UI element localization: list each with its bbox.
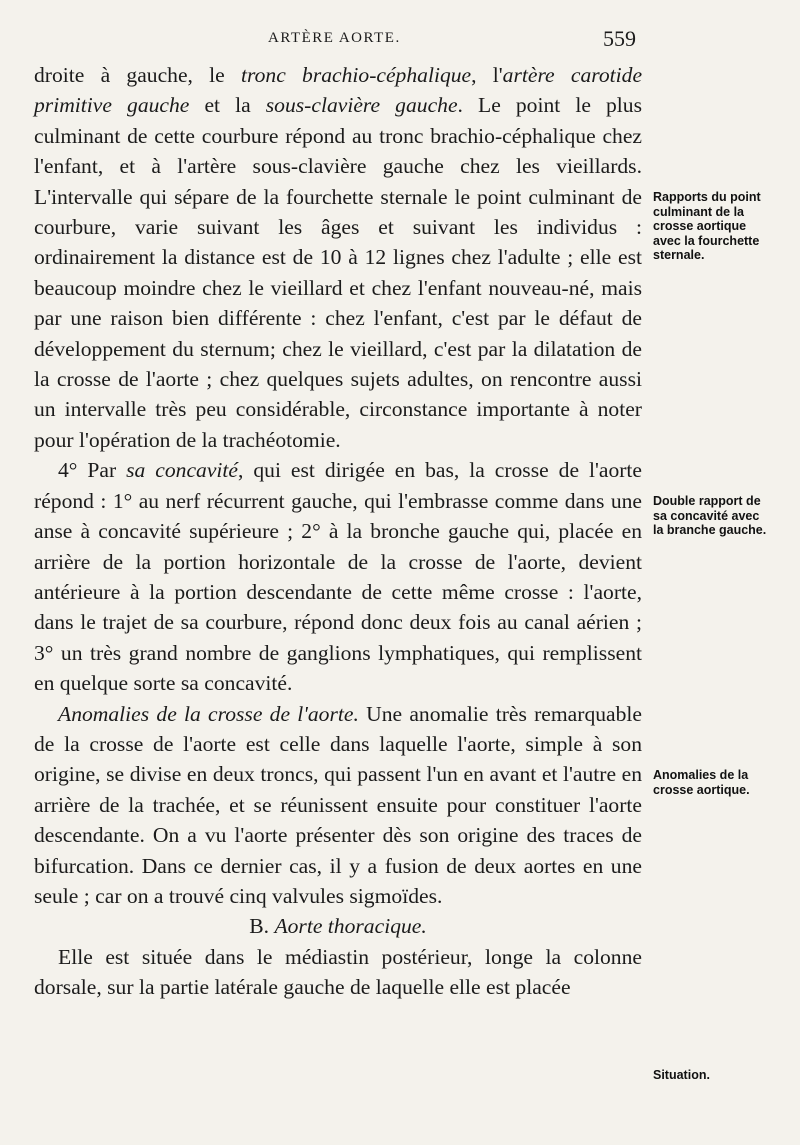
main-text (34, 60, 642, 1003)
paragraph-situation: Elle est située dans le médiastin postérieur, longe la colonne dorsale, sur la partie latérale gauche de laquelle elle est placée (34, 944, 642, 1000)
margin-note-situation: Situation. (653, 1068, 710, 1082)
section-subheading: B. Aorte thoracique. (249, 914, 427, 939)
page-header (0, 26, 800, 56)
paragraph-concavity: 4° Par sa concavité, qui est dirigée en bas, la crosse de l'aorte répond : 1° au nerf récurrent gauche, qui l'embrasse comme dans une anse à concavité supérieure ; 2° à la bronche gauche qui, placée en arrière de la portion horizontale de la crosse de l'aorte, devient antérieure à la portion descendante de cette même crosse : l'aorte, dans le trajet de sa courbure, répond donc deux fois au canal aérien ; 3° un très grand nombre de ganglions lymphatiques, qui remplissent en quelque sorte sa concavité. (34, 458, 643, 696)
paragraph-anomalies: Anomalies de la crosse de l'aorte. Une anomalie très remarquable de la crosse de l'aorte est celle dans laquelle l'aorte, simple à son origine, se divise en deux troncs, qui passent l'un en avant et l'autre en arrière de la trachée, et se réunissent ensuite pour constituer l'aorte descendante. On a vu l'aorte présenter dès son origine des traces de bifurcation. Dans ce dernier cas, il y a fusion de deux aortes en une seule ; car on a trouvé cinq valvules sigmoïdes. (34, 701, 643, 908)
paragraph-continuation: droite à gauche, le tronc brachio-céphalique, l'artère carotide primitive gauche et la sous-clavière gauche. Le point le plus culminant de cette courbure répond au tronc brachio-céphalique chez l'enfant, et à l'artère sous-clavière gauche chez les vieillards. L'intervalle qui sépare de la fourchette sternale le point culminant de courbure, varie suivant les âges et suivant les individus : ordinairement la distance est de 10 à 12 lignes chez l'adulte ; elle est beaucoup moindre chez le vieillard et chez l'enfant nouveau-né, mais par une raison bien différente : chez l'enfant, c'est par le défaut de développement du sternum; chez le vieillard, c'est par la dilatation de la crosse de l'aorte ; chez quelques sujets adultes, on rencontre aussi un intervalle très peu considérable, circonstance importante à noter pour l'opération de la trachéotomie. (34, 63, 643, 452)
margin-note-rapports: Rapports du point culminant de la crosse aortique avec la fourchette sternale. (653, 190, 761, 262)
margin-note-double-rapport: Double rapport de sa concavité avec la branche gauche. (653, 494, 767, 537)
running-title: ARTÈRE AORTE. (268, 30, 401, 46)
page-number: 559 (603, 26, 636, 51)
margin-note-anomalies: Anomalies de la crosse aortique. (653, 768, 750, 797)
